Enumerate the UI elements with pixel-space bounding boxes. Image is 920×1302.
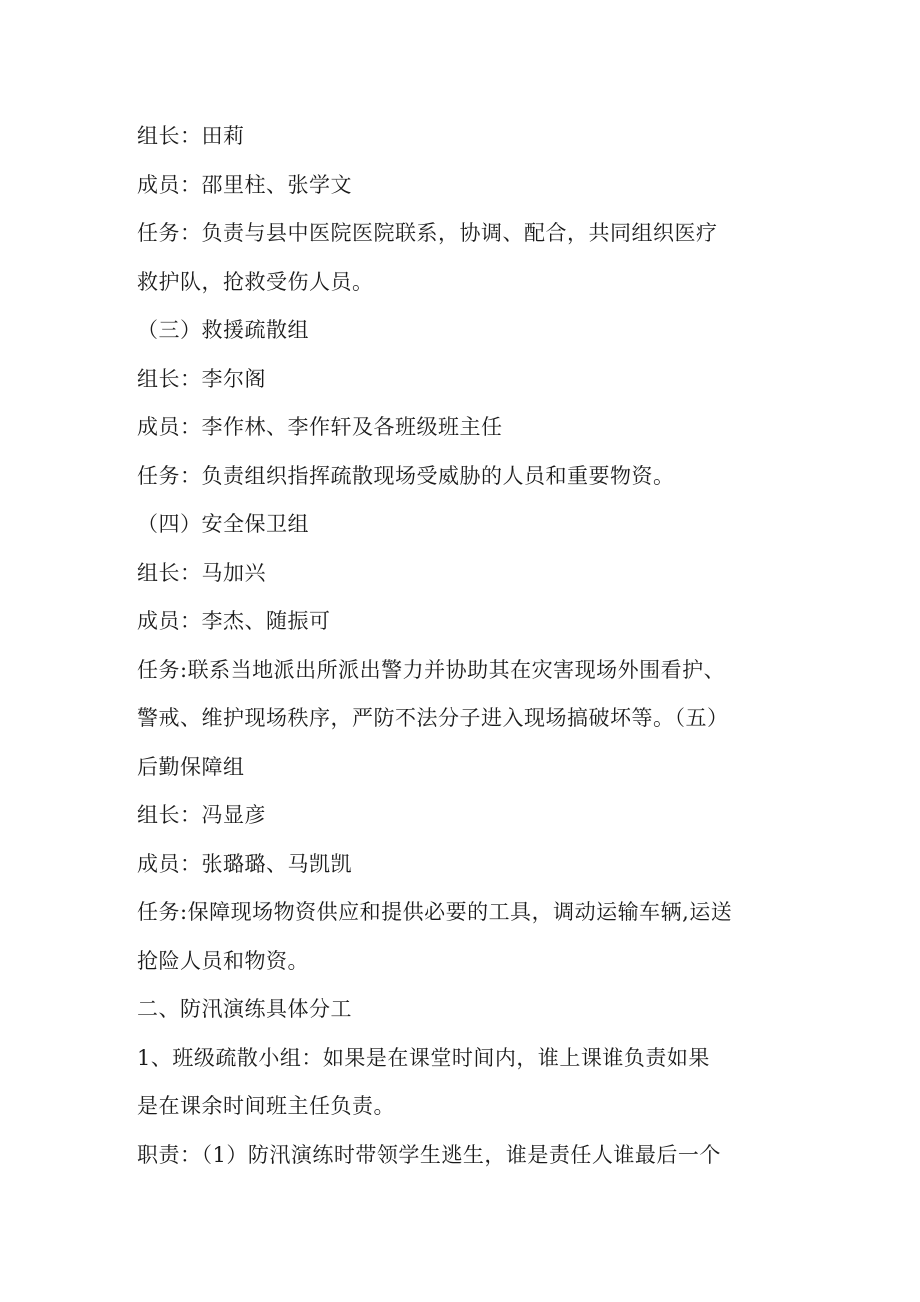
section-heading: 二、防汛演练具体分工 — [137, 997, 352, 1021]
text-line: 组长：马加兴 — [137, 560, 266, 585]
text-line: 职责：（1）防汛演练时带领学生逃生，谁是责任人谁最后一个 — [137, 1142, 721, 1167]
section-heading: （三）救援疏散组 — [137, 318, 309, 342]
text-line: 是在课余时间班主任负责。 — [137, 1094, 395, 1118]
text-line: 组长：田莉 — [137, 124, 245, 148]
text-line: 组长：冯显彦 — [137, 803, 266, 827]
text-line: 组长：李尔阁 — [137, 366, 266, 391]
section-heading: （四）安全保卫组 — [137, 512, 309, 536]
text-line: 警戒、维护现场秩序，严防不法分子进入现场搞破坏等。（五） — [137, 706, 729, 730]
text-line: 救护队，抢救受伤人员。 — [137, 269, 374, 294]
text-line: 成员：李作林、李作轩及各班级班主任 — [137, 415, 503, 439]
document-page — [137, 112, 817, 1179]
text-line: 1、班级疏散小组：如果是在课堂时间内，谁上课谁负责如果 — [137, 1045, 710, 1070]
text-line: 任务：负责组织指挥疏散现场受威胁的人员和重要物资。 — [137, 463, 675, 488]
text-line: 任务：负责与县中医院医院联系，协调、配合，共同组织医疗 — [137, 221, 718, 245]
text-line: 抢险人员和物资。 — [137, 948, 309, 973]
text-line: 成员：邵里柱、张学文 — [137, 172, 352, 197]
text-line: 成员：张璐璐、马凯凯 — [137, 851, 352, 876]
text-line: 成员：李杰、随振可 — [137, 609, 331, 633]
text-line: 任务:联系当地派出所派出警力并协助其在灾害现场外围看护、 — [137, 657, 726, 682]
section-heading: 后勤保障组 — [137, 754, 245, 779]
text-line: 任务:保障现场物资供应和提供必要的工具，调动运输车辆,运送 — [137, 900, 733, 924]
